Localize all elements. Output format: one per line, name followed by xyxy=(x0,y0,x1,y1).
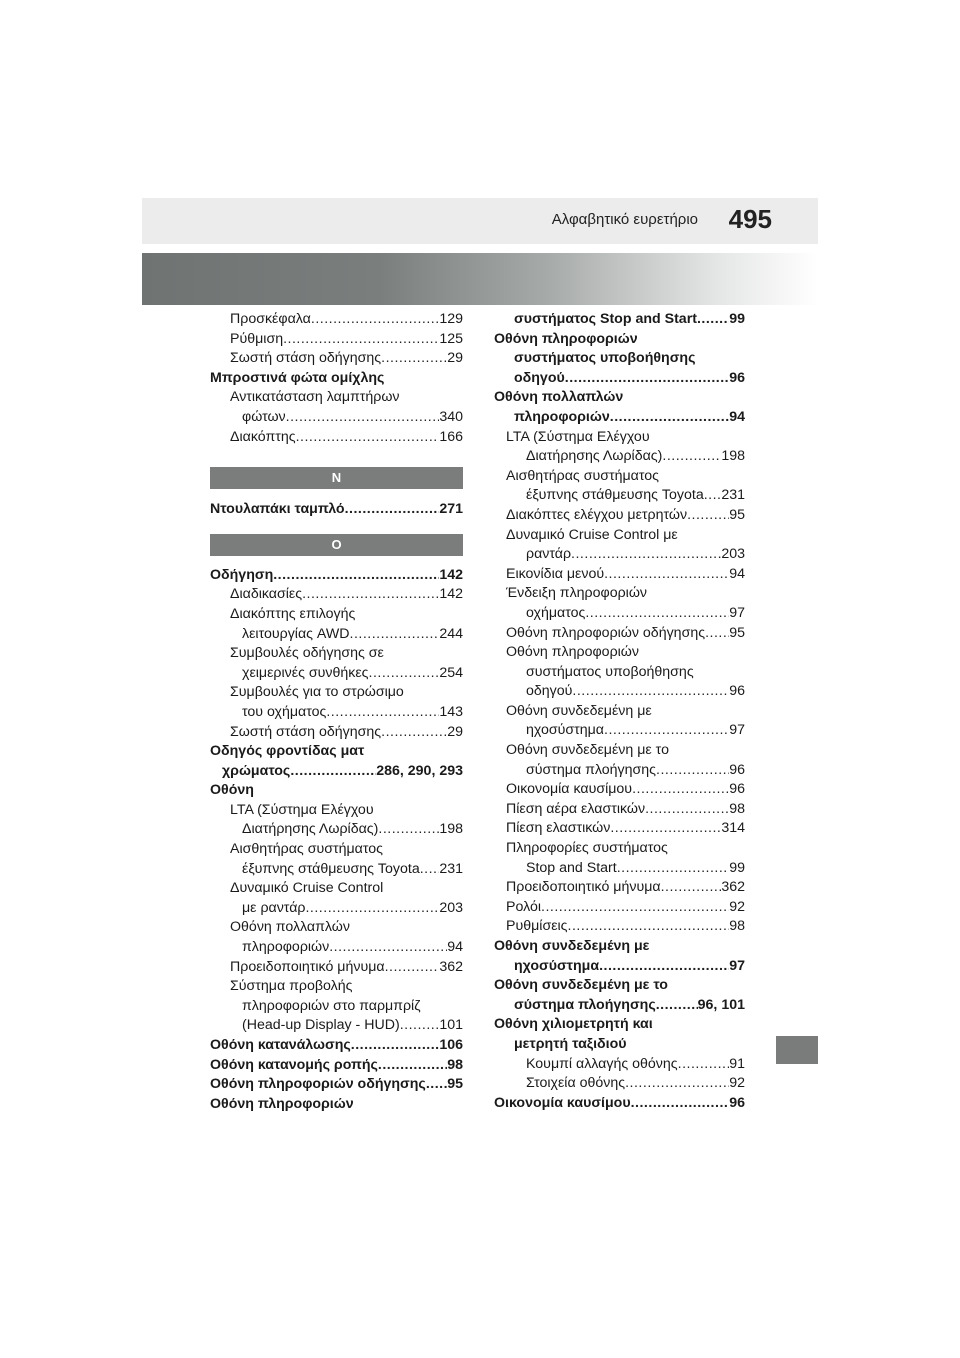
index-entry: Πίεση αέρα ελαστικών ..... 98 xyxy=(494,800,745,820)
index-entry-line: Αισθητήρας συστήματος xyxy=(230,841,383,858)
index-entry-line: Συμβουλές οδήγησης σε xyxy=(230,645,384,662)
index-entry: Στοιχεία οθόνης ..... 92 xyxy=(494,1074,745,1094)
index-entry: με ραντάρ ..... 203 xyxy=(210,899,463,919)
index-entry-line: Ένδειξη πληροφοριών xyxy=(506,585,647,602)
index-heading: Οθόνη xyxy=(210,782,254,799)
index-entry-line: LTA (Σύστημα Ελέγχου xyxy=(506,428,650,445)
index-entry-line: Δυναμικό Cruise Control xyxy=(230,880,384,897)
index-entry-line: Αισθητήρας συστήματος xyxy=(506,467,659,484)
index-entry: Κουμπί αλλαγής οθόνης ..... 91 xyxy=(494,1055,745,1075)
index-entry: συστήματος Stop and Start ..... 99 xyxy=(494,310,745,330)
index-heading: Οθόνη πληροφοριών xyxy=(494,330,638,347)
index-entry-line: Δυναμικό Cruise Control με xyxy=(506,526,678,543)
index-entry-line: πληροφοριών στο παρμπρίζ xyxy=(242,997,421,1014)
index-entry-line: Οθόνη πολλαπλών xyxy=(230,919,350,936)
index-entry: οδηγού ..... 96 xyxy=(494,682,745,702)
index-entry: λειτουργίας AWD ..... 244 xyxy=(210,625,463,645)
index-entry: Διαδικασίες ..... 142 xyxy=(210,585,463,605)
index-entry: (Head-up Display - HUD) ..... 101 xyxy=(210,1016,463,1036)
index-entry: σύστημα πλοήγησης ..... 96 xyxy=(494,761,745,781)
index-entry: έξυπνης στάθμευσης Toyota ..... 231 xyxy=(210,860,463,880)
page-header xyxy=(142,198,818,244)
index-heading: Οθόνη χιλιομετρητή και xyxy=(494,1016,653,1033)
index-entry: Οθόνη πληροφοριών οδήγησης ..... 95 xyxy=(494,624,745,644)
index-heading: Οδηγός φροντίδας ματ xyxy=(210,743,365,760)
index-entry: Προειδοποιητικό μήνυμα ..... 362 xyxy=(494,878,745,898)
index-heading: Οθόνη πληροφοριών xyxy=(210,1095,354,1112)
index-column-left xyxy=(210,310,463,1114)
index-entry-line: Οθόνη πληροφοριών xyxy=(506,644,639,661)
index-entry: ηχοσύστημα ..... 97 xyxy=(494,957,745,977)
index-column-right xyxy=(494,310,745,1113)
index-entry-line: Διακόπτης επιλογής xyxy=(230,605,356,622)
index-entry: οδηγού ..... 96 xyxy=(494,369,745,389)
index-entry: πληροφοριών ..... 94 xyxy=(494,408,745,428)
index-entry: Ρύθμιση ..... 125 xyxy=(210,330,463,350)
index-entry: φώτων ..... 340 xyxy=(210,408,463,428)
index-entry: Οθόνη κατανομής ροπής ..... 98 xyxy=(210,1056,463,1076)
index-entry-line: Οθόνη συνδεδεμένη με xyxy=(506,702,652,719)
index-entry: Ντουλαπάκι ταμπλό ..... 271 xyxy=(210,500,463,520)
index-entry-line: Οθόνη συνδεδεμένη με το xyxy=(506,742,669,759)
header-gradient-band xyxy=(142,253,818,305)
index-entry: Διατήρησης Λωρίδας) ..... 198 xyxy=(494,447,745,467)
index-entry: έξυπνης στάθμευσης Toyota ..... 231 xyxy=(494,486,745,506)
index-entry: Οθόνη κατανάλωσης ..... 106 xyxy=(210,1036,463,1056)
index-heading: μετρητή ταξιδιού xyxy=(514,1035,627,1052)
index-entry: ηχοσύστημα ..... 97 xyxy=(494,721,745,741)
index-entry: Ρολόι ..... 92 xyxy=(494,898,745,918)
index-entry: Οδήγηση ..... 142 xyxy=(210,566,463,586)
index-entry: οχήματος ..... 97 xyxy=(494,604,745,624)
index-entry: πληροφοριών ..... 94 xyxy=(210,938,463,958)
index-entry-line: συστήματος υποβοήθησης xyxy=(526,663,694,680)
index-entry-line: Πληροφορίες συστήματος xyxy=(506,840,668,857)
index-entry: σύστημα πλοήγησης ..... 96, 101 xyxy=(494,996,745,1016)
index-entry: Διακόπτες ελέγχου μετρητών ..... 95 xyxy=(494,506,745,526)
index-entry: Σωστή στάση οδήγησης ..... 29 xyxy=(210,349,463,369)
index-entry: Οθόνη πληροφοριών οδήγησης ..... 95 xyxy=(210,1075,463,1095)
index-heading: Μπροστινά φώτα ομίχλης xyxy=(210,369,385,386)
index-entry: Σωστή στάση οδήγησης ..... 29 xyxy=(210,723,463,743)
index-entry: Διακόπτης ..... 166 xyxy=(210,428,463,448)
index-entry-line: Συμβουλές για το στρώσιμο xyxy=(230,684,404,701)
index-entry: Διατήρησης Λωρίδας) ..... 198 xyxy=(210,820,463,840)
index-entry: Εικονίδια μενού ..... 94 xyxy=(494,565,745,585)
index-heading: Οθόνη συνδεδεμένη με xyxy=(494,938,650,954)
index-heading: συστήματος υποβοήθησης xyxy=(514,350,696,367)
index-entry-line: Σύστημα προβολής xyxy=(230,978,353,995)
chapter-thumb-tab xyxy=(776,1036,818,1064)
index-entry: χρώματος ..... 286, 290, 293 xyxy=(210,762,463,782)
section-letter-o: O xyxy=(210,534,463,556)
index-entry: Stop and Start ..... 99 xyxy=(494,859,745,879)
index-entry: Ρυθμίσεις ..... 98 xyxy=(494,917,745,937)
section-title: Αλφαβητικό ευρετήριο xyxy=(551,211,698,228)
index-entry-line: LTA (Σύστημα Ελέγχου xyxy=(230,801,374,818)
index-entry: χειμερινές συνθήκες ..... 254 xyxy=(210,664,463,684)
index-entry: Πίεση ελαστικών ..... 314 xyxy=(494,819,745,839)
index-heading: Οθόνη συνδεδεμένη με το xyxy=(494,977,668,994)
index-entry: Οικονομία καυσίμου ..... 96 xyxy=(494,780,745,800)
index-entry: ραντάρ ..... 203 xyxy=(494,545,745,565)
index-entry: του οχήματος ..... 143 xyxy=(210,703,463,723)
index-entry-line: Αντικατάσταση λαμπτήρων xyxy=(230,389,400,406)
index-heading: Οθόνη πολλαπλών xyxy=(494,389,624,406)
section-letter-n: N xyxy=(210,467,463,489)
index-entry: Προειδοποιητικό μήνυμα ..... 362 xyxy=(210,958,463,978)
page-number: 495 xyxy=(728,204,772,234)
index-entry: Προσκέφαλα ..... 129 xyxy=(210,310,463,330)
index-entry: Οικονομία καυσίμου ..... 96 xyxy=(494,1094,745,1114)
